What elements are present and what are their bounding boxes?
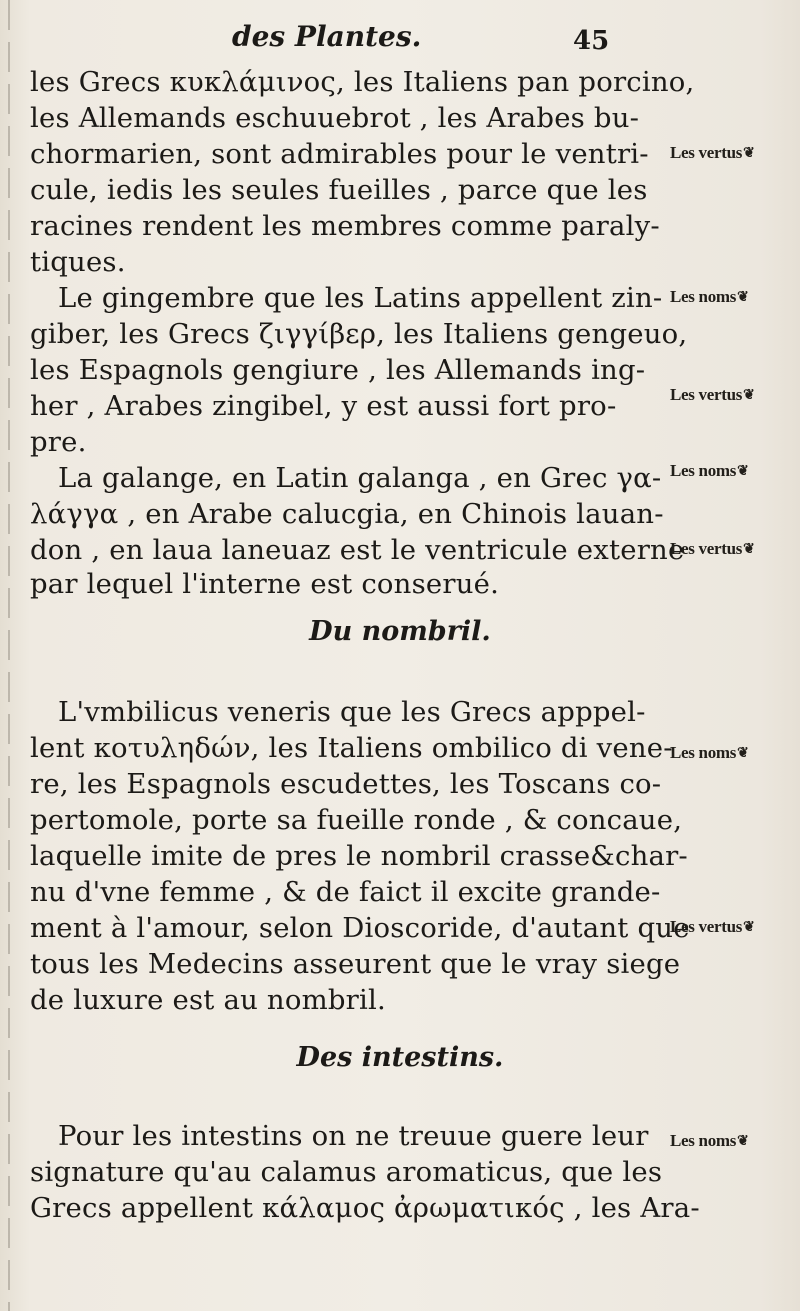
text-line: tiques. <box>30 246 126 278</box>
text-line: tous les Medecins asseurent que le vray siege <box>30 948 681 980</box>
running-title: des Plantes. <box>232 20 422 53</box>
printers-leaf-icon: ❦ <box>737 746 749 761</box>
section-heading: Des intestins. <box>296 1042 504 1073</box>
running-head <box>0 20 800 60</box>
gutter-shadow <box>8 0 10 1311</box>
margin-note: Les vertus❦ <box>670 143 755 162</box>
text-line: lent κοτυληδών, les Italiens ombilico di vene- <box>30 732 673 764</box>
printers-leaf-icon: ❦ <box>737 290 749 305</box>
page-number: 45 <box>573 26 610 56</box>
text-line: re, les Espagnols escudettes, les Toscans co- <box>30 768 662 800</box>
margin-note: Les noms❦ <box>670 743 749 762</box>
text-line: signature qu'au calamus aromaticus, que les <box>30 1156 663 1188</box>
text-line: ment à l'amour, selon Dioscoride, d'autant que <box>30 912 690 944</box>
text-line: racines rendent les membres comme paraly- <box>30 210 660 242</box>
text-line: giber, les Grecs ζιγγίβερ, les Italiens gengeuo, <box>30 318 688 350</box>
text-line: les Allemands eschuuebrot , les Arabes bu- <box>30 102 640 134</box>
text-line: par lequel l'interne est conserué. <box>30 568 500 600</box>
printers-leaf-icon: ❦ <box>743 146 755 161</box>
text-line: λάγγα , en Arabe calucgia, en Chinois lauan- <box>30 498 664 530</box>
printers-leaf-icon: ❦ <box>743 388 755 403</box>
text-line: Pour les intestins on ne treuue guere leur <box>58 1120 649 1152</box>
text-line: Le gingembre que les Latins appellent zin- <box>58 282 663 314</box>
margin-note: Les vertus❦ <box>670 539 755 558</box>
text-line: Grecs appellent κάλαμος ἀρωματικός , les Ara- <box>30 1192 700 1224</box>
text-line: don , en laua laneuaz est le ventricule externe <box>30 534 685 566</box>
text-line: laquelle imite de pres le nombril crasse&char- <box>30 840 688 872</box>
printers-leaf-icon: ❦ <box>743 542 755 557</box>
section-heading: Du nombril. <box>309 616 491 647</box>
text-line: chormarien, sont admirables pour le ventri- <box>30 138 649 170</box>
text-line: La galange, en Latin galanga , en Grec γα- <box>58 462 662 494</box>
text-line: pertomole, porte sa fueille ronde , & concaue, <box>30 804 683 836</box>
text-line: les Grecs κυκλάμινος, les Italiens pan porcino, <box>30 66 695 98</box>
margin-note: Les noms❦ <box>670 287 749 306</box>
text-line: les Espagnols gengiure , les Allemands ing- <box>30 354 646 386</box>
margin-note: Les vertus❦ <box>670 385 755 404</box>
text-line: pre. <box>30 426 87 458</box>
text-line: her , Arabes zingibel, y est aussi fort pro- <box>30 390 617 422</box>
text-line: cule, iedis les seules fueilles , parce que les <box>30 174 648 206</box>
margin-note: Les noms❦ <box>670 461 749 480</box>
printers-leaf-icon: ❦ <box>743 920 755 935</box>
text-line: L'vmbilicus veneris que les Grecs apppel- <box>58 696 646 728</box>
printers-leaf-icon: ❦ <box>737 1134 749 1149</box>
printers-leaf-icon: ❦ <box>737 464 749 479</box>
margin-note: Les noms❦ <box>670 1131 749 1150</box>
text-line: nu d'vne femme , & de faict il excite grande- <box>30 876 661 908</box>
text-line: de luxure est au nombril. <box>30 984 386 1016</box>
margin-note: Les vertus❦ <box>670 917 755 936</box>
